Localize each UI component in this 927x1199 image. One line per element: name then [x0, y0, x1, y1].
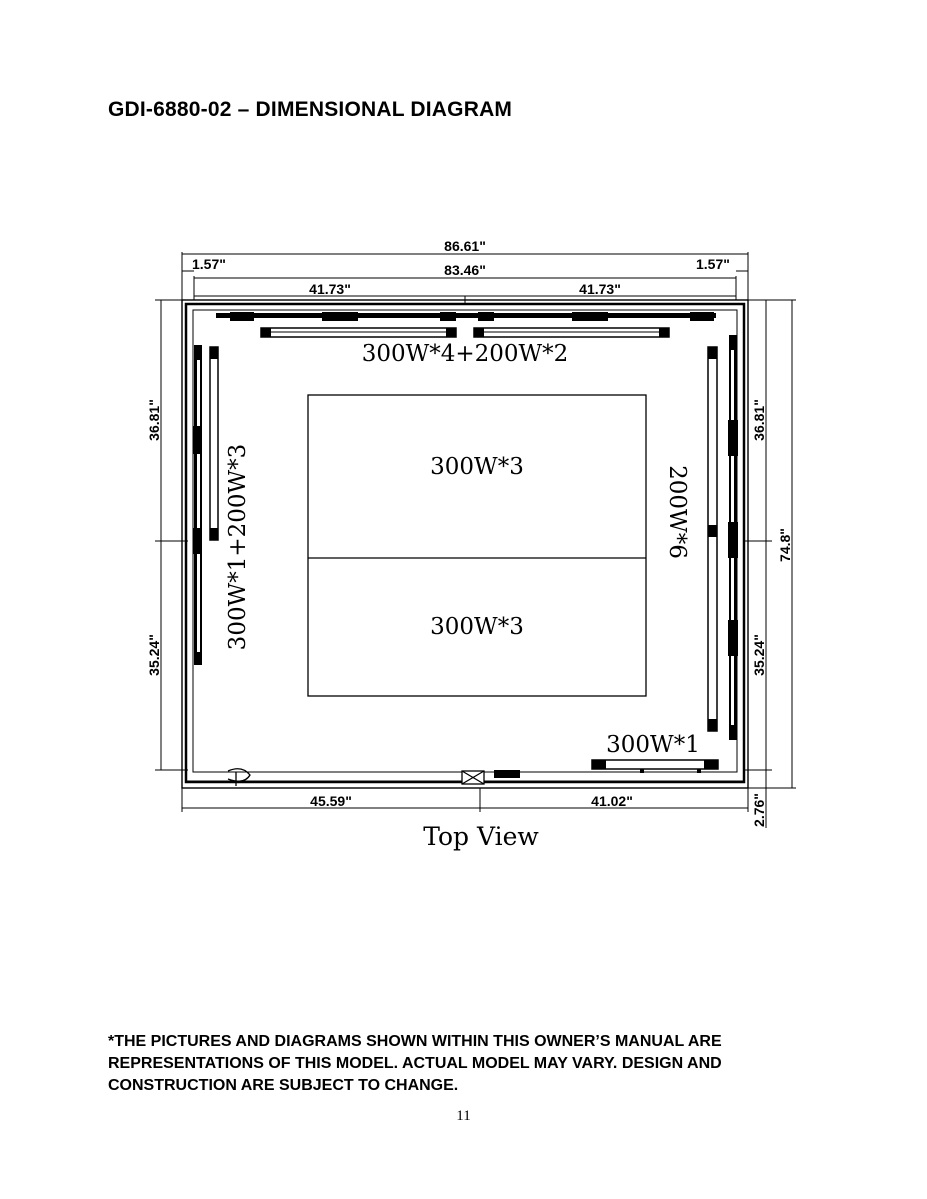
page-title: GDI-6880-02 – DIMENSIONAL DIAGRAM — [108, 98, 513, 121]
right-heater-panels — [708, 335, 738, 740]
label-left-heaters: 300W*1+200W*3 — [225, 443, 251, 651]
door-hardware — [228, 769, 520, 786]
dim-left-lower: 35.24" — [146, 634, 162, 676]
dim-left-upper: 36.81" — [146, 399, 162, 441]
label-bench-upper: 300W*3 — [430, 454, 524, 480]
front-right-heater — [592, 760, 718, 773]
label-bench-lower: 300W*3 — [430, 614, 524, 640]
diagram-caption: Top View — [423, 822, 539, 851]
label-top-heaters: 300W*4+200W*2 — [361, 341, 569, 367]
disclaimer-text: *THE PICTURES AND DIAGRAMS SHOWN WITHIN THIS OWNER’S MANUAL ARE REPRESENTATIONS OF THIS MODEL. ACTUAL MODEL MAY VARY. DESIGN AND CONSTRUCTION ARE SUBJECT TO CHANGE. — [108, 1033, 722, 1094]
dim-bottom-left: 45.59" — [310, 793, 352, 809]
dim-right-wall: 1.57" — [696, 256, 730, 272]
dim-right-lower: 35.24" — [751, 634, 767, 676]
label-right-heaters: 200W*6 — [664, 465, 690, 559]
top-dimension-lines — [182, 252, 748, 305]
dim-front-wall: 2.76" — [751, 793, 767, 827]
dim-right-upper: 36.81" — [751, 399, 767, 441]
bench — [308, 395, 646, 696]
dim-top-left-half: 41.73" — [309, 281, 351, 297]
dim-overall-width: 86.61" — [444, 238, 486, 254]
left-heater-panels — [193, 345, 218, 665]
top-heater-panels — [216, 312, 716, 337]
dim-bottom-right: 41.02" — [591, 793, 633, 809]
dim-top-right-half: 41.73" — [579, 281, 621, 297]
dim-left-wall: 1.57" — [192, 256, 226, 272]
dim-overall-depth: 74.8" — [777, 528, 793, 562]
label-front-right-heater: 300W*1 — [606, 732, 700, 758]
page-number: 11 — [456, 1108, 471, 1124]
dim-inner-width: 83.46" — [444, 262, 486, 278]
